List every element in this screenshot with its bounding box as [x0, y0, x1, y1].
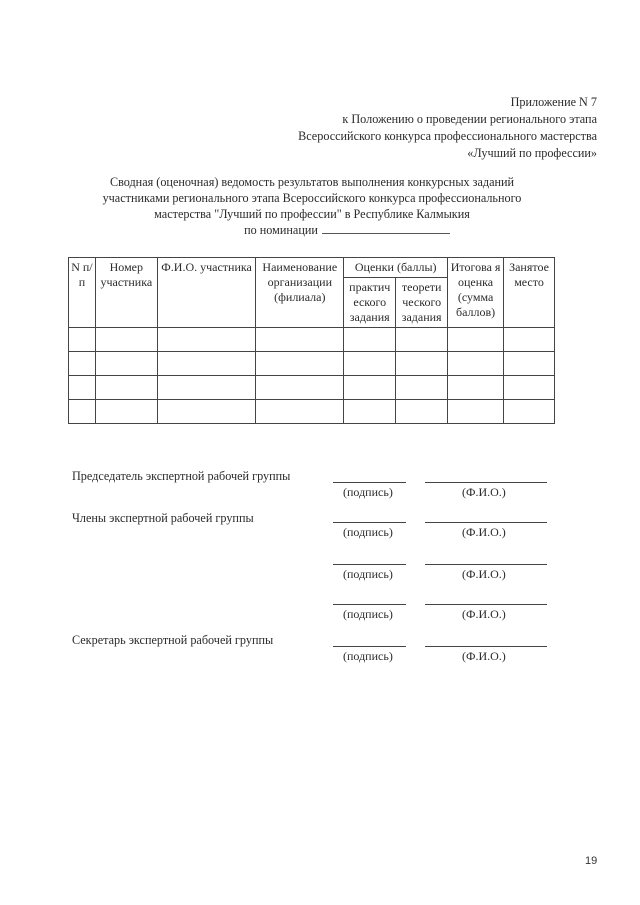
header-scores: Оценки (баллы): [344, 258, 448, 278]
header-organization: Наименование организации (филиала): [256, 258, 344, 328]
table-body: [69, 328, 555, 424]
table-cell[interactable]: [344, 328, 396, 352]
page-number: 19: [585, 855, 598, 867]
table-cell[interactable]: [95, 328, 157, 352]
title-line-2: участниками регионального этапа Всероссийского конкурса профессионального: [102, 191, 522, 205]
document-title: [70, 174, 554, 238]
header-theory: теорети ческого задания: [396, 278, 448, 328]
chairman-signature-caption: (подпись): [343, 485, 393, 499]
secretary-name-caption: (Ф.И.О.): [462, 649, 506, 663]
table-header-row: [69, 258, 555, 278]
table-cell[interactable]: [69, 328, 96, 352]
nomination-row: [70, 222, 554, 238]
table-cell[interactable]: [69, 376, 96, 400]
title-line-3: мастерства "Лучший по профессии" в Республике Калмыкия: [154, 207, 470, 221]
member-3-signature-caption: (подпись): [343, 607, 393, 621]
table-cell[interactable]: [157, 352, 256, 376]
table-cell[interactable]: [448, 352, 504, 376]
appendix-reference-contest: Всероссийского конкурса профессионального мастерства: [298, 129, 597, 143]
table-cell[interactable]: [344, 400, 396, 424]
member-2-name-line[interactable]: [425, 564, 547, 565]
table-cell[interactable]: [157, 328, 256, 352]
table-cell[interactable]: [69, 352, 96, 376]
table-cell[interactable]: [95, 352, 157, 376]
appendix-reference: к Положению о проведении регионального этапа: [342, 112, 597, 126]
table-row: [69, 376, 555, 400]
secretary-signature-caption: (подпись): [343, 649, 393, 663]
table-row: [69, 352, 555, 376]
nomination-label: по номинации: [244, 223, 318, 237]
header-total: Итогова я оценка (сумма баллов): [448, 258, 504, 328]
member-1-signature-caption: (подпись): [343, 525, 393, 539]
table-cell[interactable]: [69, 400, 96, 424]
header-practical: практич еского задания: [344, 278, 396, 328]
chairman-label: Председатель экспертной рабочей группы: [72, 469, 291, 483]
appendix-reference-name: «Лучший по профессии»: [467, 146, 597, 160]
header-place: Занятое место: [504, 258, 555, 328]
chairman-name-caption: (Ф.И.О.): [462, 485, 506, 499]
table-cell[interactable]: [448, 376, 504, 400]
table-cell[interactable]: [504, 352, 555, 376]
table-cell[interactable]: [396, 376, 448, 400]
table-cell[interactable]: [157, 376, 256, 400]
table-row: [69, 400, 555, 424]
table-cell[interactable]: [95, 376, 157, 400]
member-1-signature-line[interactable]: [333, 522, 406, 523]
table-cell[interactable]: [396, 352, 448, 376]
table-cell[interactable]: [256, 376, 344, 400]
nomination-blank-line[interactable]: [322, 222, 450, 234]
appendix-header: [298, 94, 597, 162]
member-2-name-caption: (Ф.И.О.): [462, 567, 506, 581]
secretary-label: Секретарь экспертной рабочей группы: [72, 633, 274, 647]
table-row: [69, 328, 555, 352]
chairman-name-line[interactable]: [425, 482, 547, 483]
member-1-name-line[interactable]: [425, 522, 547, 523]
appendix-number: Приложение N 7: [510, 95, 597, 109]
table-cell[interactable]: [504, 400, 555, 424]
secretary-name-line[interactable]: [425, 646, 547, 647]
table-cell[interactable]: [344, 376, 396, 400]
table-cell[interactable]: [448, 400, 504, 424]
member-3-name-caption: (Ф.И.О.): [462, 607, 506, 621]
members-label: Члены экспертной рабочей группы: [72, 511, 254, 525]
member-3-name-line[interactable]: [425, 604, 547, 605]
table-cell[interactable]: [396, 328, 448, 352]
member-3-signature-line[interactable]: [333, 604, 406, 605]
table-cell[interactable]: [448, 328, 504, 352]
chairman-signature-line[interactable]: [333, 482, 406, 483]
table-cell[interactable]: [157, 400, 256, 424]
table-cell[interactable]: [256, 328, 344, 352]
table-cell[interactable]: [504, 376, 555, 400]
table-cell[interactable]: [396, 400, 448, 424]
table-cell[interactable]: [256, 400, 344, 424]
title-line-1: Сводная (оценочная) ведомость результатов выполнения конкурсных заданий: [109, 175, 515, 189]
results-table: [68, 257, 555, 424]
header-fio: Ф.И.О. участника: [157, 258, 256, 328]
member-2-signature-line[interactable]: [333, 564, 406, 565]
header-participant-number: Номер участника: [95, 258, 157, 328]
member-1-name-caption: (Ф.И.О.): [462, 525, 506, 539]
table-cell[interactable]: [344, 352, 396, 376]
secretary-signature-line[interactable]: [333, 646, 406, 647]
table-cell[interactable]: [95, 400, 157, 424]
table-cell[interactable]: [504, 328, 555, 352]
header-num: N п/п: [69, 258, 96, 328]
table-cell[interactable]: [256, 352, 344, 376]
member-2-signature-caption: (подпись): [343, 567, 393, 581]
